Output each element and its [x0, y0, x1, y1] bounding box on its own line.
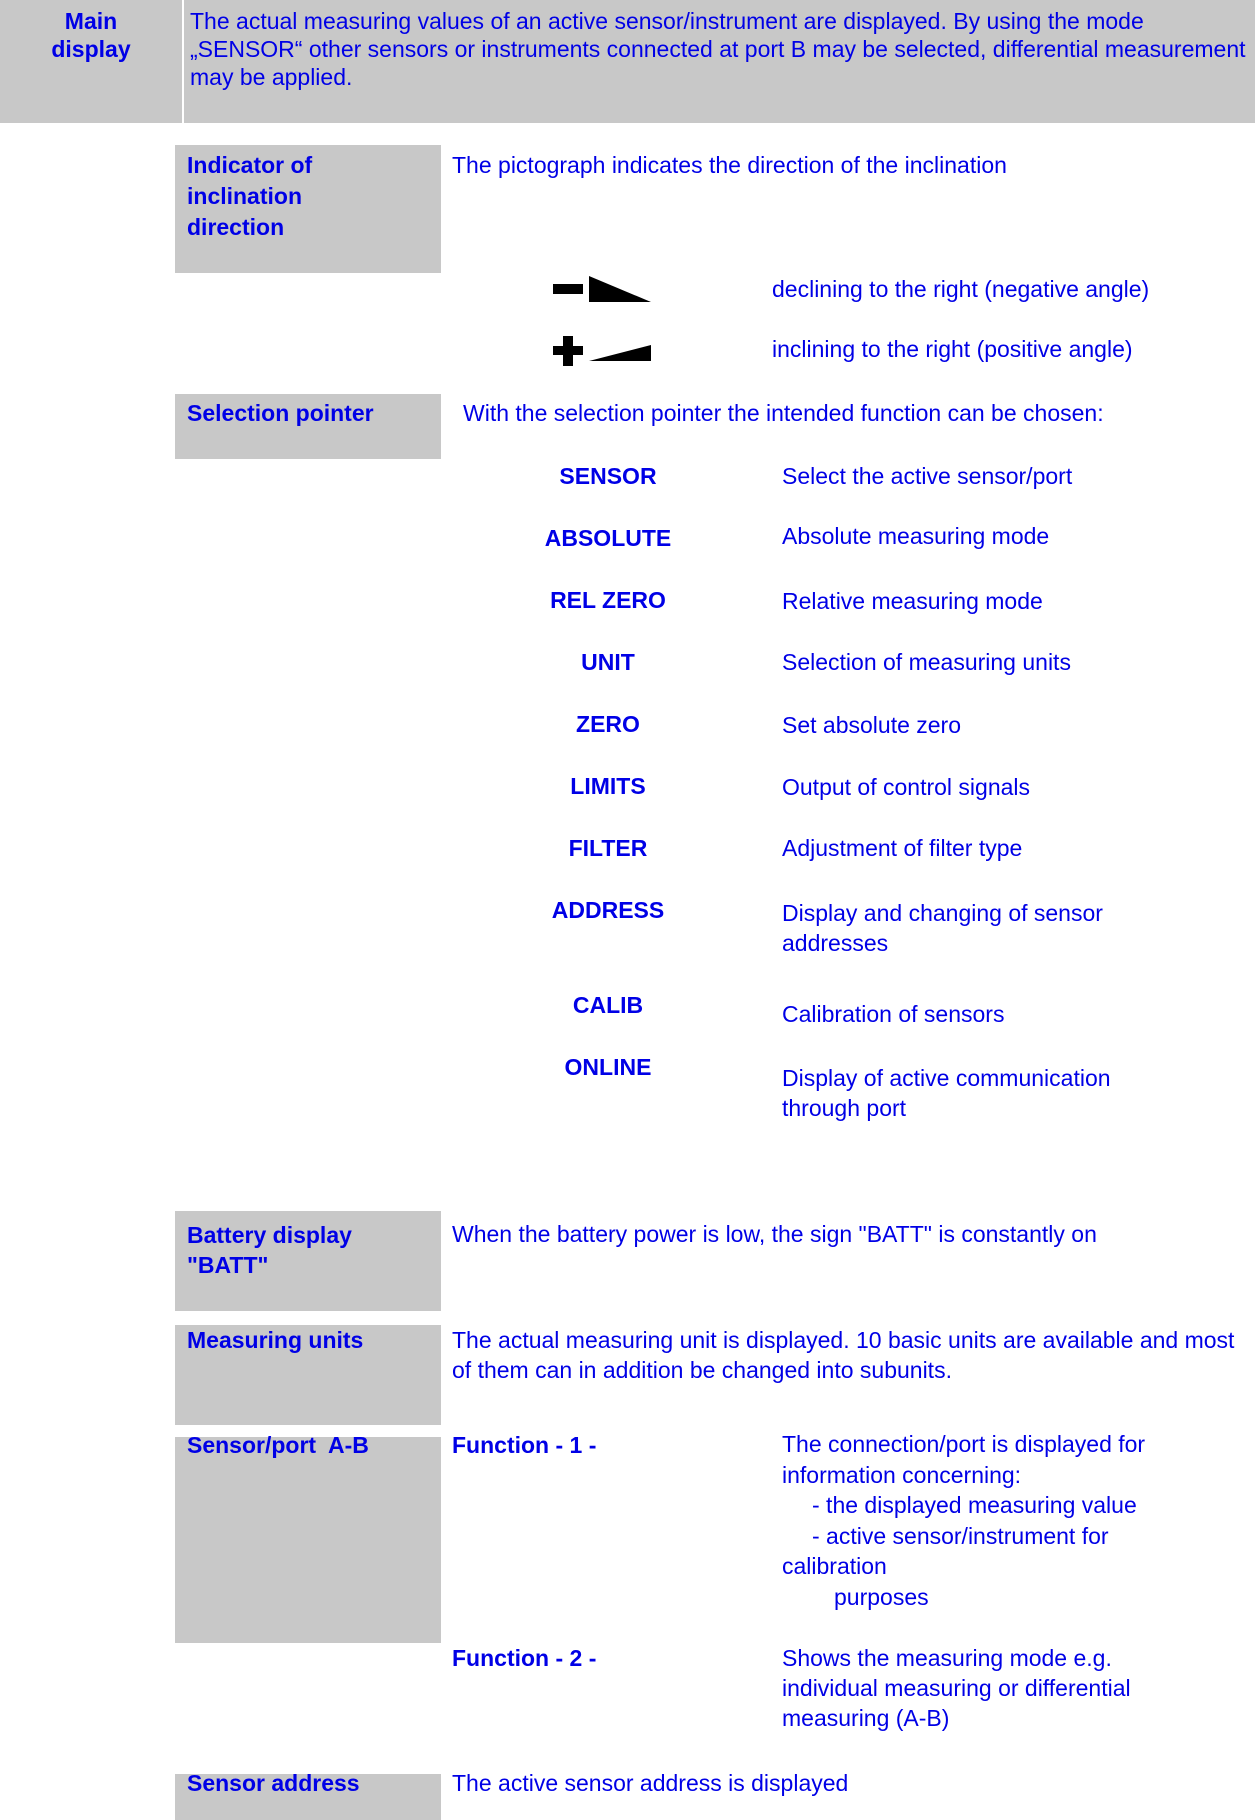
function1-line: calibration: [782, 1553, 887, 1579]
main-display-label: Main display: [51, 8, 131, 62]
minus-decline-icon: [553, 276, 653, 304]
mode-name: REL ZERO: [550, 587, 666, 613]
mode-desc: Relative measuring mode: [782, 588, 1043, 614]
main-display-divider: [182, 0, 184, 123]
mode-name: UNIT: [581, 649, 635, 675]
function1-line: - active sensor/instrument for: [812, 1522, 1109, 1549]
mode-desc: Adjustment of filter type: [782, 835, 1023, 861]
function1-line: purposes: [834, 1583, 929, 1610]
mode-desc: Select the active sensor/port: [782, 463, 1073, 489]
mode-desc: Display of active communication through port: [782, 1065, 1111, 1121]
mode-name: CALIB: [572, 992, 644, 1018]
function1-label: Function - 1 -: [452, 1432, 597, 1458]
mode-desc: Absolute measuring mode: [782, 523, 1050, 549]
mode-desc: Selection of measuring units: [782, 649, 1071, 675]
units-text: The actual measuring unit is displayed. 10 basic units are available and most of them can in addition be changed into subunits.: [452, 1327, 1235, 1383]
inclination-item-decline: declining to the right (negative angle): [772, 276, 1150, 302]
mode-name: SENSOR: [559, 463, 657, 489]
mode-name: ZERO: [576, 711, 640, 737]
mode-name: FILTER: [568, 835, 648, 861]
mode-name: ONLINE: [564, 1054, 652, 1080]
sensor-port-label-box: [175, 1437, 441, 1643]
function2-text: Shows the measuring mode e.g. individual measuring or differential measuring (A-B): [782, 1645, 1131, 1731]
plus-incline-icon: [553, 336, 653, 366]
inclination-text: The pictograph indicates the direction of the inclination: [452, 152, 1007, 178]
sensor-address-text: The active sensor address is displayed: [452, 1770, 849, 1796]
mode-desc: Set absolute zero: [782, 712, 962, 738]
mode-name: ABSOLUTE: [544, 525, 672, 551]
inclination-label: Indicator of inclination direction: [187, 152, 313, 240]
selection-pointer-text: With the selection pointer the intended function can be chosen:: [463, 400, 1104, 426]
sensor-address-label: Sensor address: [187, 1770, 360, 1796]
mode-desc: Display and changing of sensor addresses: [782, 900, 1103, 956]
mode-desc: Calibration of sensors: [782, 1001, 1005, 1027]
function1-line: information concerning:: [782, 1461, 1022, 1488]
units-label: Measuring units: [187, 1327, 364, 1353]
mode-name: LIMITS: [570, 773, 646, 799]
function1-line: - the displayed measuring value: [812, 1492, 1137, 1518]
sensor-port-label: Sensor/port A-B: [187, 1432, 369, 1458]
battery-label: Battery display "BATT": [187, 1222, 352, 1278]
main-display-text: The actual measuring values of an active sensor/instrument are displayed. By using the mode „SENSOR“ other sensors or instruments connected at port B may be selected, differential measurement may be applied.: [190, 8, 1246, 90]
function1-text: [782, 1429, 1202, 1612]
mode-desc: Output of control signals: [782, 774, 1031, 800]
function2-label: Function - 2 -: [452, 1645, 597, 1671]
function1-line: The connection/port is displayed for: [782, 1431, 1146, 1457]
selection-pointer-label: Selection pointer: [187, 400, 374, 426]
inclination-item-incline: inclining to the right (positive angle): [772, 336, 1133, 362]
mode-name: ADDRESS: [551, 897, 665, 923]
battery-text: When the battery power is low, the sign "BATT" is constantly on: [452, 1221, 1097, 1247]
